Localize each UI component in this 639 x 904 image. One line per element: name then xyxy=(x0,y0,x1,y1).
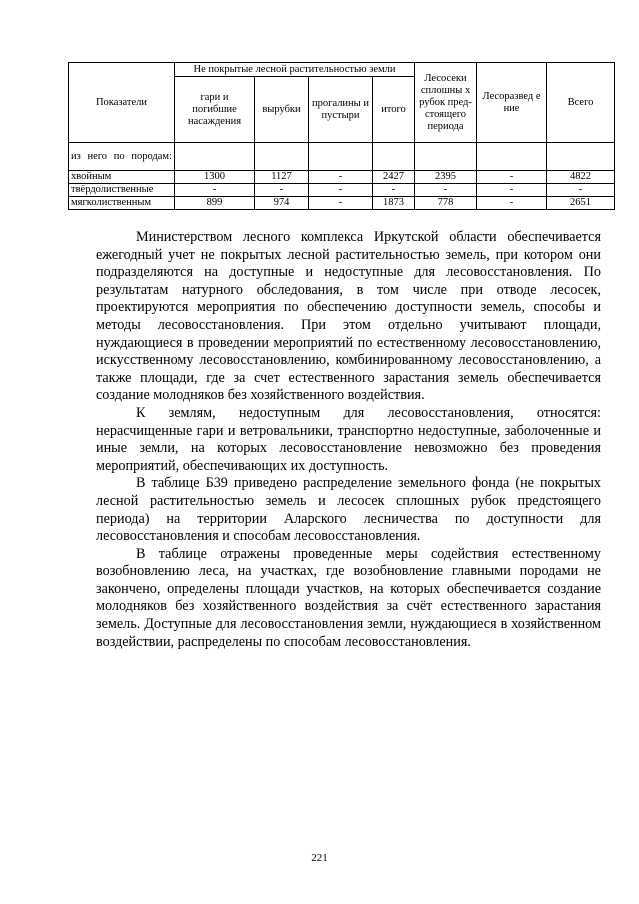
table-cell: - xyxy=(255,184,309,197)
table-cell: - xyxy=(415,184,477,197)
table-cell: 2395 xyxy=(415,171,477,184)
table-cell: 974 xyxy=(255,197,309,210)
table-cell: - xyxy=(309,197,373,210)
table-row xyxy=(69,197,615,210)
header-group-total: итого xyxy=(373,77,415,143)
row-label-by-species: из него по породам: xyxy=(69,143,175,171)
table-cell: 4822 xyxy=(547,171,615,184)
table-cell: 1873 xyxy=(373,197,415,210)
table-row xyxy=(69,171,615,184)
header-cuttings: вырубки xyxy=(255,77,309,143)
land-fund-table xyxy=(68,62,615,210)
row-label: мягколиственным xyxy=(69,197,175,210)
header-glades: прогалины и пустыри xyxy=(309,77,373,143)
table-cell: - xyxy=(309,171,373,184)
body-text xyxy=(96,229,601,651)
header-total: Всего xyxy=(547,63,615,143)
header-indicators: Показатели xyxy=(69,63,175,143)
table-row xyxy=(69,143,615,171)
table-cell: - xyxy=(175,184,255,197)
paragraph: К землям, недоступным для лесовосстановления, относятся: нерасчищенные гари и ветровальники, транспортно недоступные, заболоченные и иные земли, на которых лесовосстановление невозможно без проведения мероприятий, обеспечивающих их доступность. xyxy=(96,404,601,474)
row-label: хвойным xyxy=(69,171,175,184)
paragraph: В таблице отражены проведенные меры содействия естественному возобновлению леса, на участках, где возобновление главными породами не закончено, определены площади участков, на которых обеспечивается создание молодняков без хозяйственного воздействия за счёт естественного зарастания земель. Доступные для лесовосстановления земли, нуждающиеся в хозяйственном воздействии, распределены по способам лесовосстановления. xyxy=(96,545,601,650)
table-cell: - xyxy=(309,184,373,197)
header-clearcuts: Лесосеки сплошны х рубок пред-стоящего периода xyxy=(415,63,477,143)
table-cell: - xyxy=(477,171,547,184)
header-unforested-group: Не покрытые лесной растительностью земли xyxy=(175,63,415,77)
table-cell: 1300 xyxy=(175,171,255,184)
table-cell: 778 xyxy=(415,197,477,210)
header-burnt: гари и погибшие насаждения xyxy=(175,77,255,143)
paragraph: Министерством лесного комплекса Иркутской области обеспечивается ежегодный учет не покрытых лесной растительностью земель, при котором они подразделяются на доступные и недоступные для лесовосстановления. По результатам натурного обследования, в том числе при отводе лесосек, проектируются мероприятия по обеспечению доступности земель, способы и методы лесовосстановления. При этом отдельно учитывают площади, нуждающиеся в проведении мероприятий по естественному лесовосстановлению, искусственному лесовосстановлению, комбинированному лесовосстановлению, а также площади, где за счет естественного зарастания земель обеспечивается создание молодняков без хозяйственного воздействия. xyxy=(96,229,601,404)
header-reforestation: Лесоразвед е ние xyxy=(477,63,547,143)
table-header-row xyxy=(69,63,615,77)
row-label: твёрдолиственные xyxy=(69,184,175,197)
table-cell: - xyxy=(373,184,415,197)
table-cell: 1127 xyxy=(255,171,309,184)
table-cell: - xyxy=(477,197,547,210)
paragraph: В таблице Б39 приведено распределение земельного фонда (не покрытых лесной растительностью земель и лесосек сплошных рубок предстоящего периода) на территории Аларского лесничества по доступности для лесовосстановления и способам лесовосстановления. xyxy=(96,475,601,545)
table-cell: - xyxy=(477,184,547,197)
table-cell: 2427 xyxy=(373,171,415,184)
table-cell: - xyxy=(547,184,615,197)
table-cell: 899 xyxy=(175,197,255,210)
table-cell: 2651 xyxy=(547,197,615,210)
table-row xyxy=(69,184,615,197)
page-number: 221 xyxy=(311,852,328,864)
